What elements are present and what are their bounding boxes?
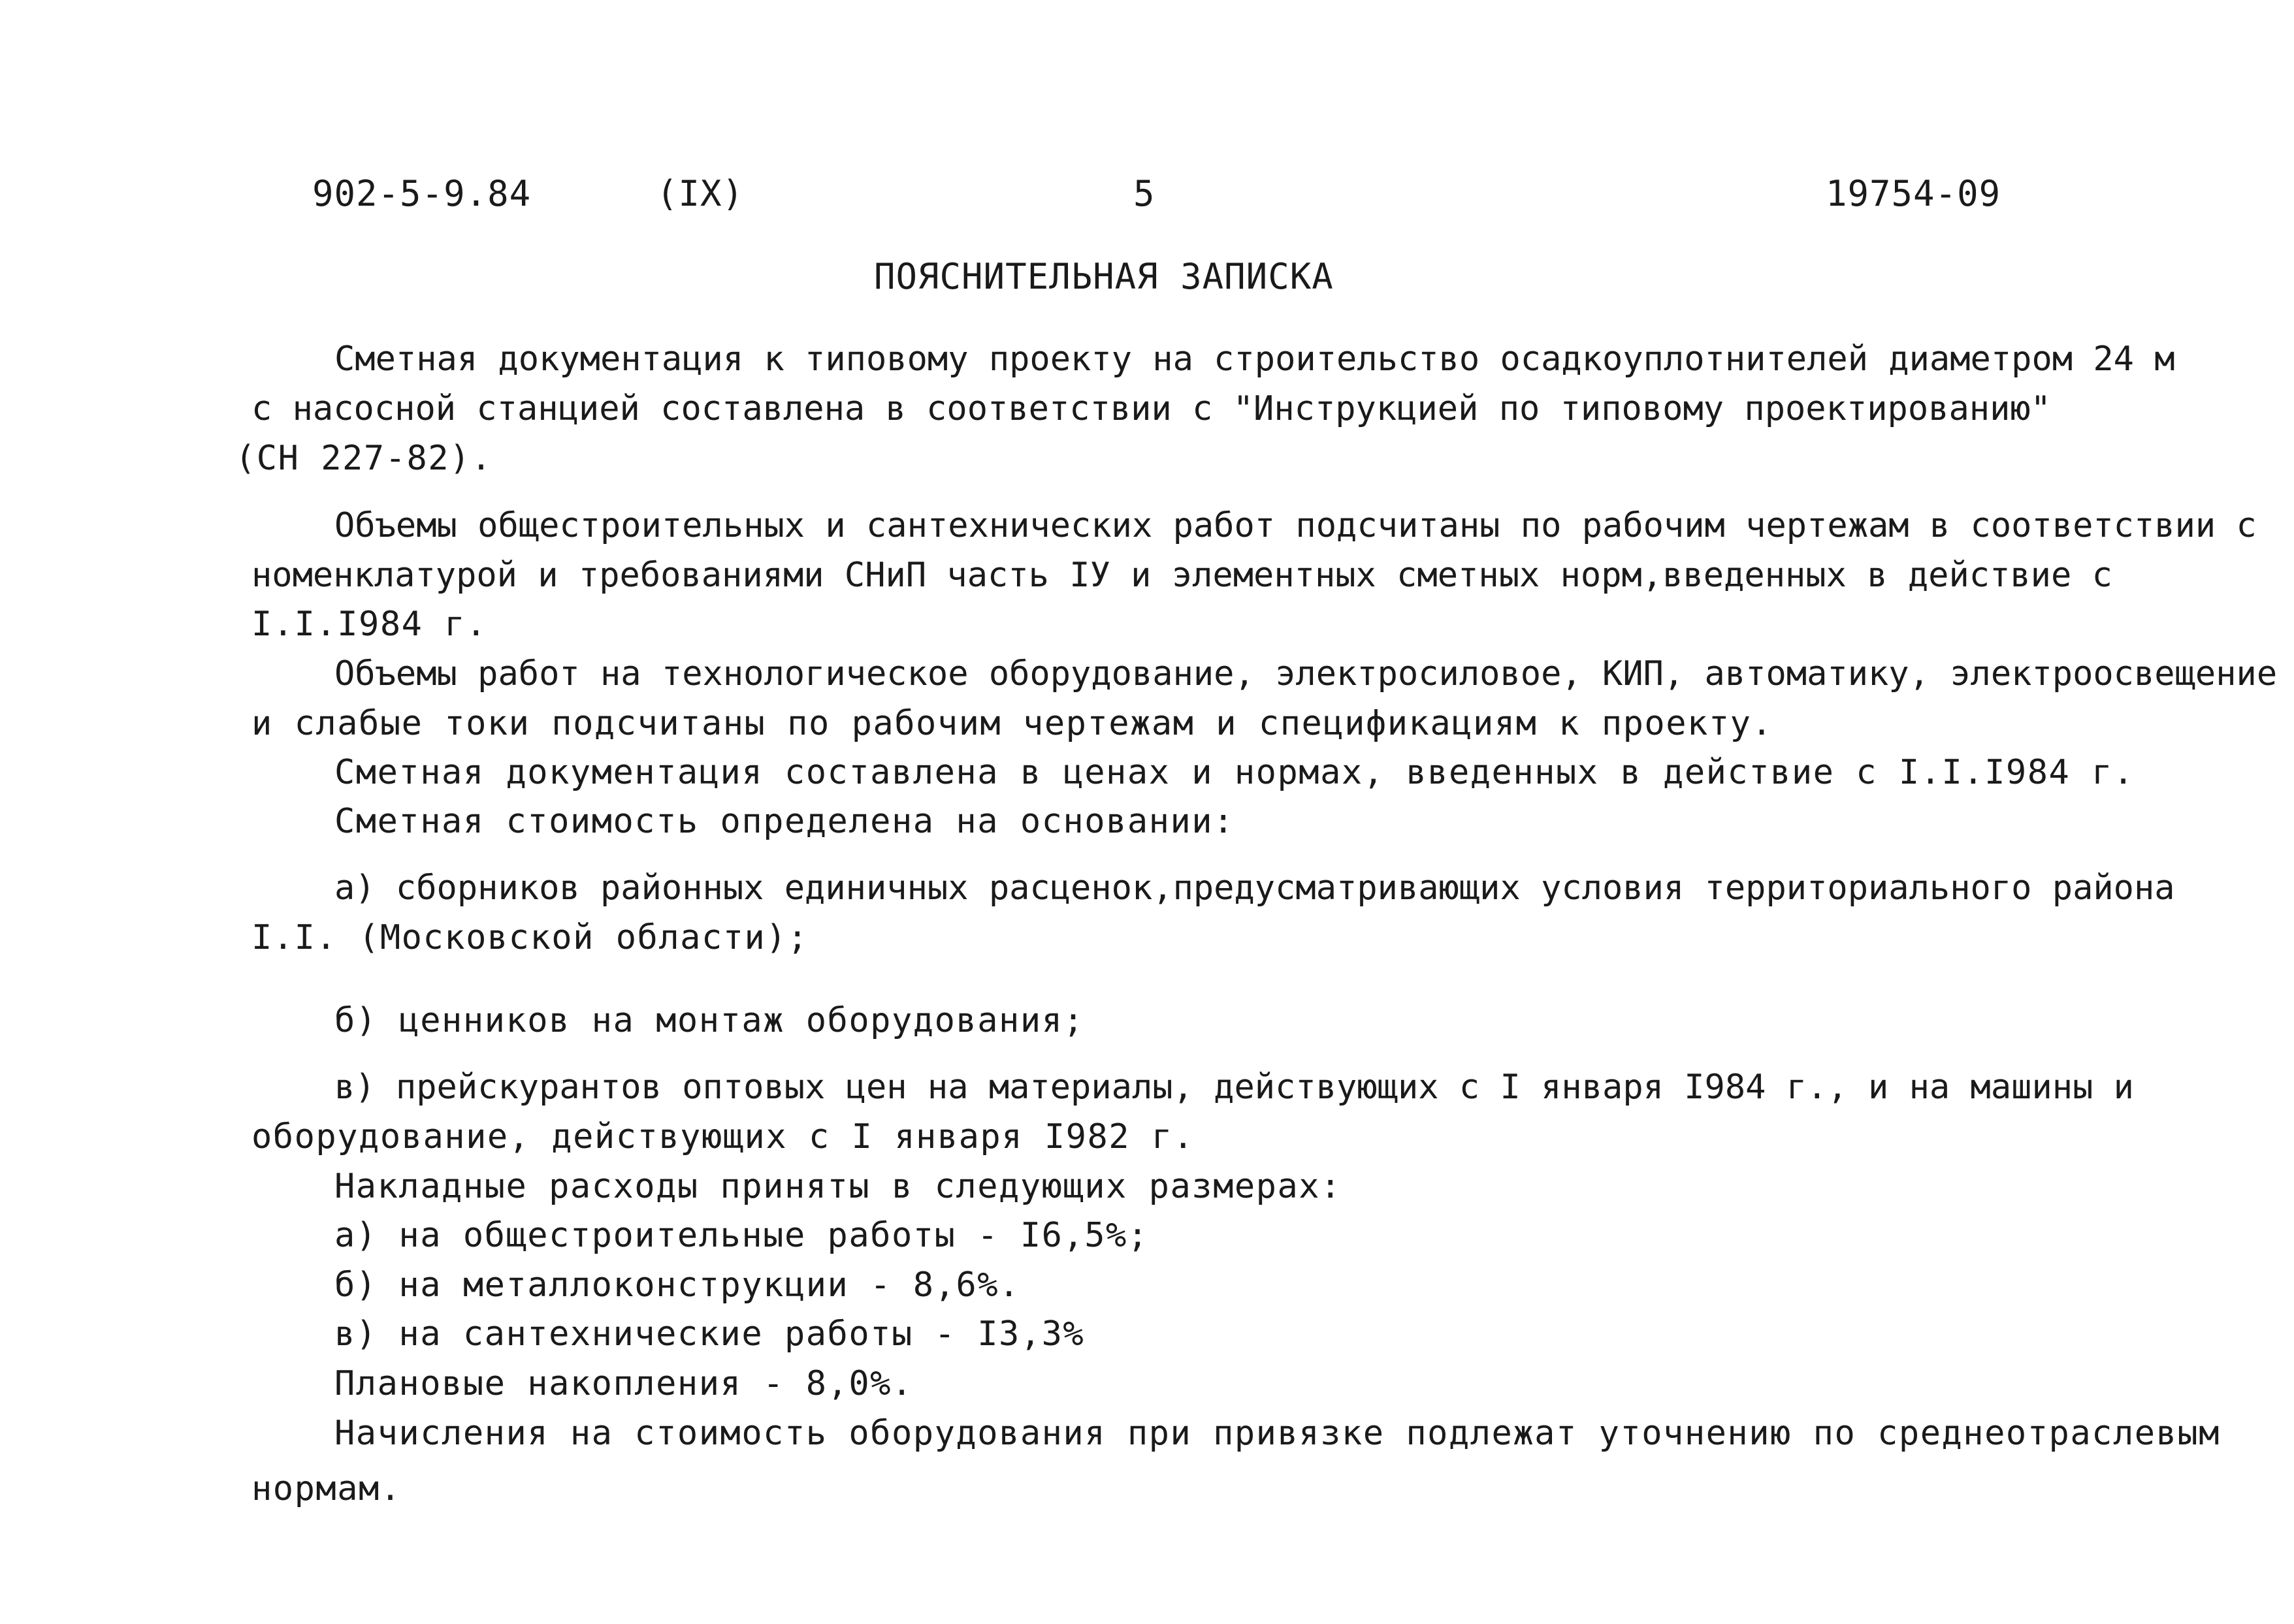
text-line: с насосной станцией составлена в соответствии с "Инструкцией по типовому проектированию"	[251, 389, 2051, 428]
text-line: а) на общестроительные работы - I6,5%;	[334, 1216, 1149, 1255]
page-number: 5	[1133, 173, 1155, 214]
text-line: I.I.I984 г.	[251, 605, 487, 644]
text-line: и слабые токи подсчитаны по рабочим чертежам и спецификациям к проекту.	[251, 704, 1773, 743]
header-code: 902-5-9.84	[312, 173, 532, 214]
header-roman: (IX)	[656, 173, 745, 214]
text-line: а) сборников районных единичных расценок,предусматривающих условия территориального района	[334, 868, 2175, 908]
text-line: Объемы общестроительных и сантехнических работ подсчитаны по рабочим чертежам в соответствии с	[334, 506, 2257, 545]
text-line: Сметная стоимость определена на основании:	[334, 802, 1235, 841]
text-line: оборудование, действующих с I января I982 г.	[251, 1117, 1195, 1156]
text-line: I.I. (Московской области);	[251, 918, 809, 957]
text-line: Сметная документация к типовому проекту на строительство осадкоуплотнителей диаметром 24 м	[334, 340, 2175, 379]
document-number: 19754-09	[1826, 173, 2001, 214]
text-line: в) на сантехнические работы - I3,3%	[334, 1314, 1085, 1354]
text-line: Начисления на стоимость оборудования при привязке подлежат уточнению по среднеотраслевым	[334, 1414, 2220, 1453]
text-line: б) ценников на монтаж оборудования;	[334, 1001, 1085, 1040]
text-line: Сметная документация составлена в ценах и нормах, введенных в действие с I.I.I984 г.	[334, 753, 2135, 792]
text-line: б) на металлоконструкции - 8,6%.	[334, 1266, 1020, 1305]
text-line: нормам.	[251, 1469, 402, 1508]
text-line: (СН 227-82).	[235, 439, 493, 478]
text-line: Накладные расходы приняты в следующих размерах:	[334, 1167, 1342, 1206]
page-title: ПОЯСНИТЕЛЬНАЯ ЗАПИСКА	[874, 256, 1334, 297]
text-line: в) прейскурантов оптовых цен на материалы, действующих с I января I984 г., и на машины и	[334, 1068, 2134, 1107]
text-line: Плановые накопления - 8,0%.	[334, 1364, 913, 1403]
text-line: номенклатурой и требованиями СНиП часть IУ и элементных сметных норм,введенных в действие с	[251, 556, 2112, 595]
text-line: Объемы работ на технологическое оборудование, электросиловое, КИП, автоматику, электроосвещение	[334, 654, 2278, 693]
